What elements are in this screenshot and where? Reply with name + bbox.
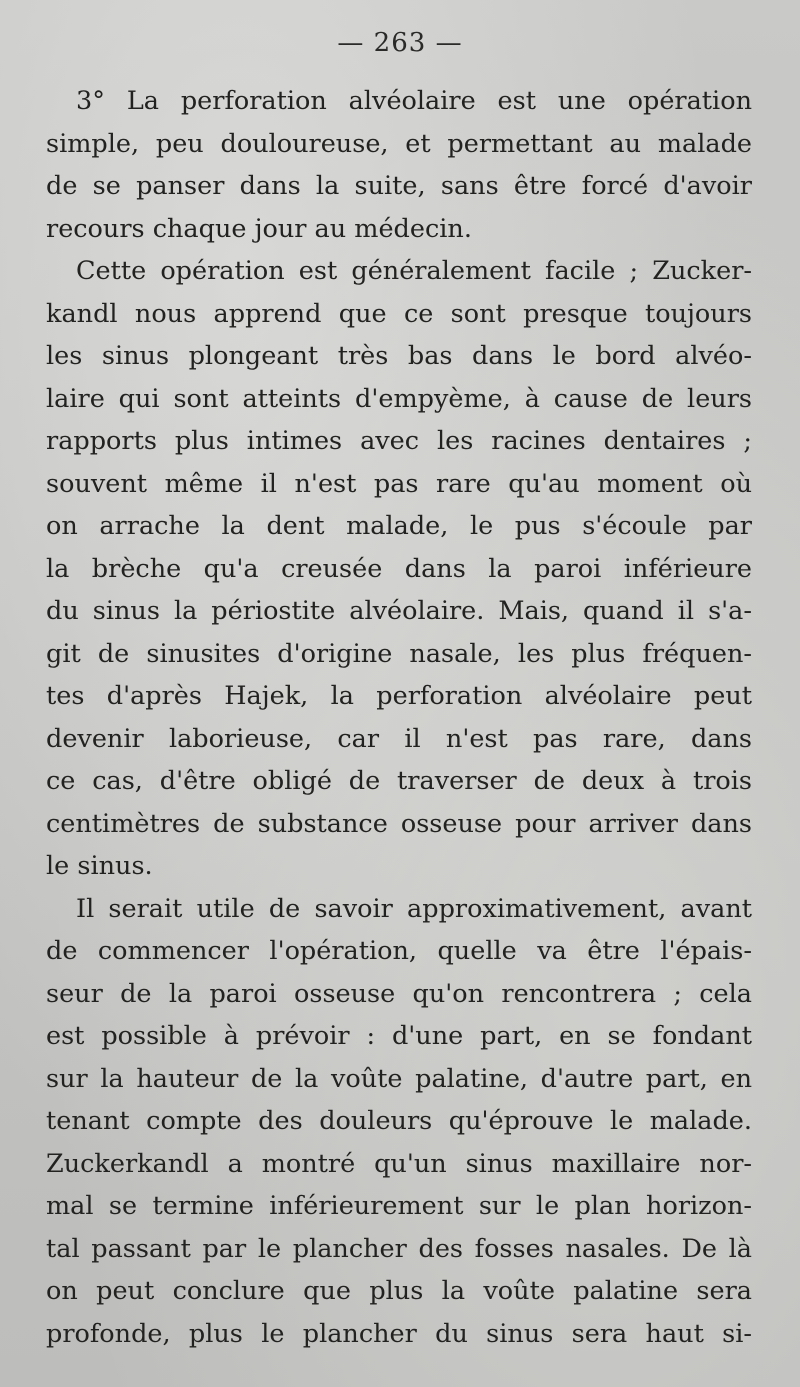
paragraph-2	[46, 250, 752, 888]
text-line: le sinus.	[46, 851, 153, 881]
text-line: la brèche qu'a creusée dans la paroi inférieure	[46, 553, 752, 584]
text-line: de commencer l'opération, quelle va être l'épais-	[46, 936, 752, 966]
text-line: Il serait utile de savoir approximativement, avant	[76, 893, 752, 924]
text-line: tal passant par le plancher des fosses nasales. De là	[46, 1233, 752, 1264]
text-line: simple, peu douloureuse, et permettant au malade	[46, 128, 752, 159]
text-line: recours chaque jour au médecin.	[46, 213, 472, 244]
text-line: Zuckerkandl a montré qu'un sinus maxillaire nor-	[46, 1148, 752, 1179]
text-line: seur de la paroi osseuse qu'on rencontrera ; cela	[46, 978, 752, 1009]
text-line: 3° La perforation alvéolaire est une opération	[76, 86, 752, 116]
text-line: profonde, plus le plancher du sinus sera haut si-	[46, 1318, 752, 1349]
text-line: ce cas, d'être obligé de traverser de deux à trois	[46, 766, 752, 796]
text-line: les sinus plongeant très bas dans le bord alvéo-	[46, 341, 752, 371]
text-line: Cette opération est généralement facile ; Zucker-	[76, 256, 752, 286]
text-line: on arrache la dent malade, le pus s'écoule par	[46, 511, 752, 541]
text-line: mal se termine inférieurement sur le plan horizon-	[46, 1191, 752, 1221]
text-line: du sinus la périostite alvéolaire. Mais, quand il s'a-	[46, 596, 752, 626]
text-line: on peut conclure que plus la voûte palatine sera	[46, 1276, 752, 1306]
text-line: devenir laborieuse, car il n'est pas rare, dans	[46, 723, 752, 754]
text-line: git de sinusites d'origine nasale, les plus fréquen-	[46, 638, 752, 669]
text-line: tenant compte des douleurs qu'éprouve le malade.	[46, 1106, 752, 1136]
text-line: souvent même il n'est pas rare qu'au moment où	[46, 468, 752, 499]
text-line: centimètres de substance osseuse pour arriver dans	[46, 808, 752, 839]
text-line: kandl nous apprend que ce sont presque toujours	[46, 298, 752, 329]
body-text	[46, 80, 752, 1355]
page-number: — 263 —	[337, 28, 463, 58]
text-line: rapports plus intimes avec les racines dentaires ;	[46, 426, 752, 456]
text-line: est possible à prévoir : d'une part, en se fondant	[46, 1021, 752, 1051]
text-line: de se panser dans la suite, sans être forcé d'avoir	[46, 171, 752, 201]
paragraph-3	[46, 888, 752, 1356]
text-line: laire qui sont atteints d'empyème, à cause de leurs	[46, 383, 752, 414]
paragraph-1	[46, 80, 752, 250]
text-line: tes d'après Hajek, la perforation alvéolaire peut	[46, 681, 752, 711]
text-line: sur la hauteur de la voûte palatine, d'autre part, en	[46, 1063, 752, 1094]
